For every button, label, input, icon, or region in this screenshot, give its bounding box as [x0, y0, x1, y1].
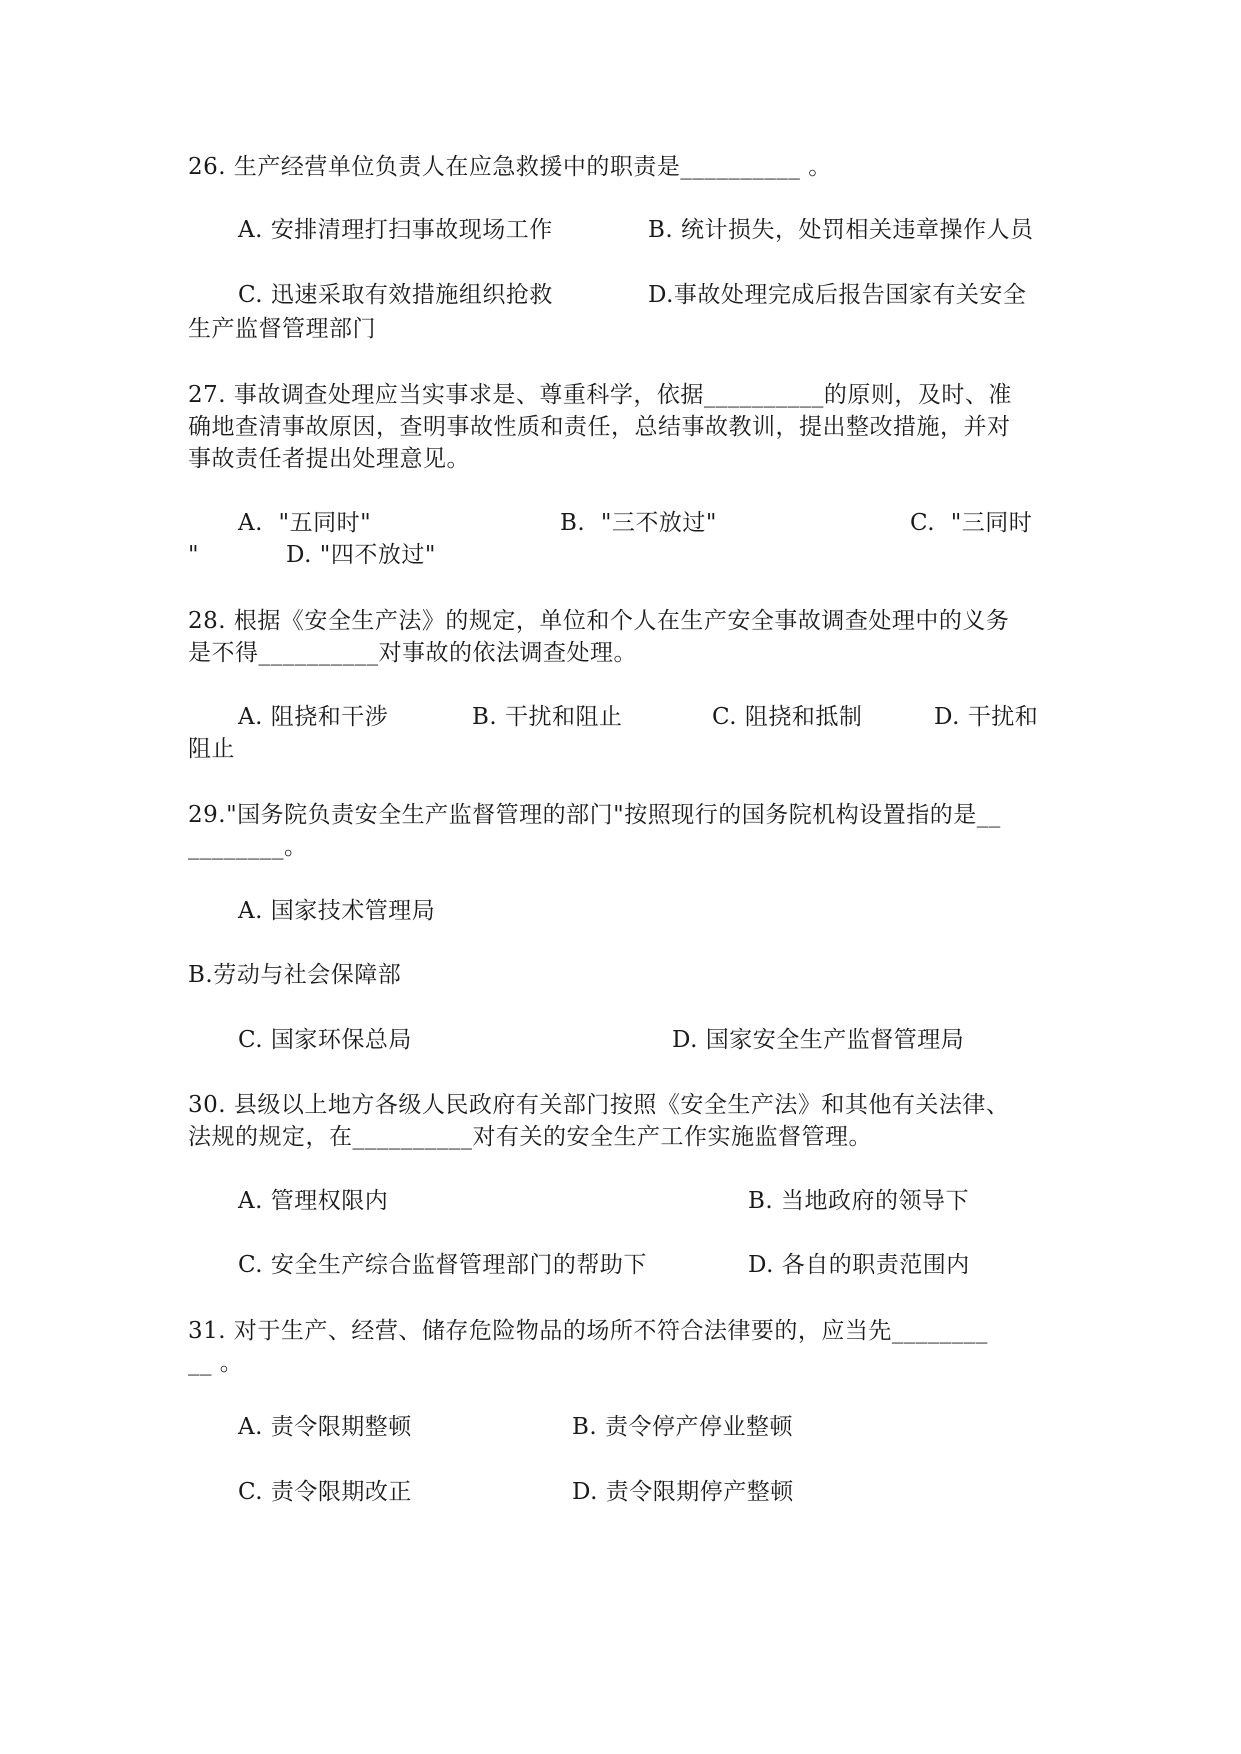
question-27-option-d: D. "四不放过"	[286, 542, 436, 568]
question-29-stem-2: ________。	[188, 834, 308, 860]
question-29-option-d: D. 国家安全生产监督管理局	[672, 1027, 965, 1053]
question-31-stem-2: __ 。	[188, 1350, 244, 1376]
question-30-option-a: A. 管理权限内	[238, 1188, 389, 1214]
question-31-option-c: C. 责令限期改正	[238, 1479, 412, 1505]
question-28-option-d-cont: 阻止	[188, 736, 235, 762]
question-29-option-c: C. 国家环保总局	[238, 1027, 412, 1053]
question-27-stem-2: 确地查清事故原因，查明事故性质和责任，总结事故教训，提出整改措施，并对	[188, 414, 1011, 440]
question-28-option-b: B. 干扰和阻止	[472, 704, 623, 730]
question-29-stem-1: 29."国务院负责安全生产监督管理的部门"按照现行的国务院机构设置指的是__	[188, 802, 1001, 828]
question-26-option-a: A. 安排清理打扫事故现场工作	[238, 217, 553, 243]
question-27-option-c-cont: "	[188, 542, 200, 568]
question-26-option-d-cont: 生产监督管理部门	[188, 316, 376, 342]
question-27-stem-3: 事故责任者提出处理意见。	[188, 446, 470, 472]
question-29-option-a: A. 国家技术管理局	[238, 898, 436, 924]
question-31-option-b: B. 责令停产停业整顿	[572, 1414, 794, 1440]
question-27-option-b: B. "三不放过"	[560, 510, 717, 536]
question-28-stem-1: 28. 根据《安全生产法》的规定，单位和个人在生产安全事故调查处理中的义务	[188, 608, 1010, 634]
question-31-option-a: A. 责令限期整顿	[238, 1414, 412, 1440]
question-27-option-a: A. "五同时"	[238, 510, 372, 536]
question-26-stem: 26. 生产经营单位负责人在应急救援中的职责是__________ 。	[188, 154, 832, 180]
question-30-stem-1: 30. 县级以上地方各级人民政府有关部门按照《安全生产法》和其他有关法律、	[188, 1092, 1010, 1118]
question-26-option-c: C. 迅速采取有效措施组织抢救	[238, 282, 553, 308]
question-30-stem-2: 法规的规定，在__________对有关的安全生产工作实施监督管理。	[188, 1124, 872, 1150]
question-31-option-d: D. 责令限期停产整顿	[572, 1479, 794, 1505]
question-28-option-d: D. 干扰和	[934, 704, 1039, 730]
question-30-option-b: B. 当地政府的领导下	[748, 1188, 970, 1214]
question-26-option-b: B. 统计损失，处罚相关违章操作人员	[648, 217, 1034, 243]
question-28-option-a: A. 阻挠和干涉	[238, 704, 389, 730]
question-27-option-c: C. "三同时	[910, 510, 1033, 536]
question-30-option-d: D. 各自的职责范围内	[748, 1252, 970, 1278]
question-28-option-c: C. 阻挠和抵制	[712, 704, 863, 730]
question-31-stem-1: 31. 对于生产、经营、储存危险物品的场所不符合法律要的，应当先________	[188, 1318, 988, 1344]
question-26-option-d: D.事故处理完成后报告国家有关安全	[648, 282, 1027, 308]
question-30-option-c: C. 安全生产综合监督管理部门的帮助下	[238, 1252, 647, 1278]
question-29-option-b: B.劳动与社会保障部	[188, 962, 402, 988]
question-27-stem-1: 27. 事故调查处理应当实事求是、尊重科学，依据__________的原则，及时、准	[188, 382, 1012, 408]
question-28-stem-2: 是不得__________对事故的依法调查处理。	[188, 640, 637, 666]
